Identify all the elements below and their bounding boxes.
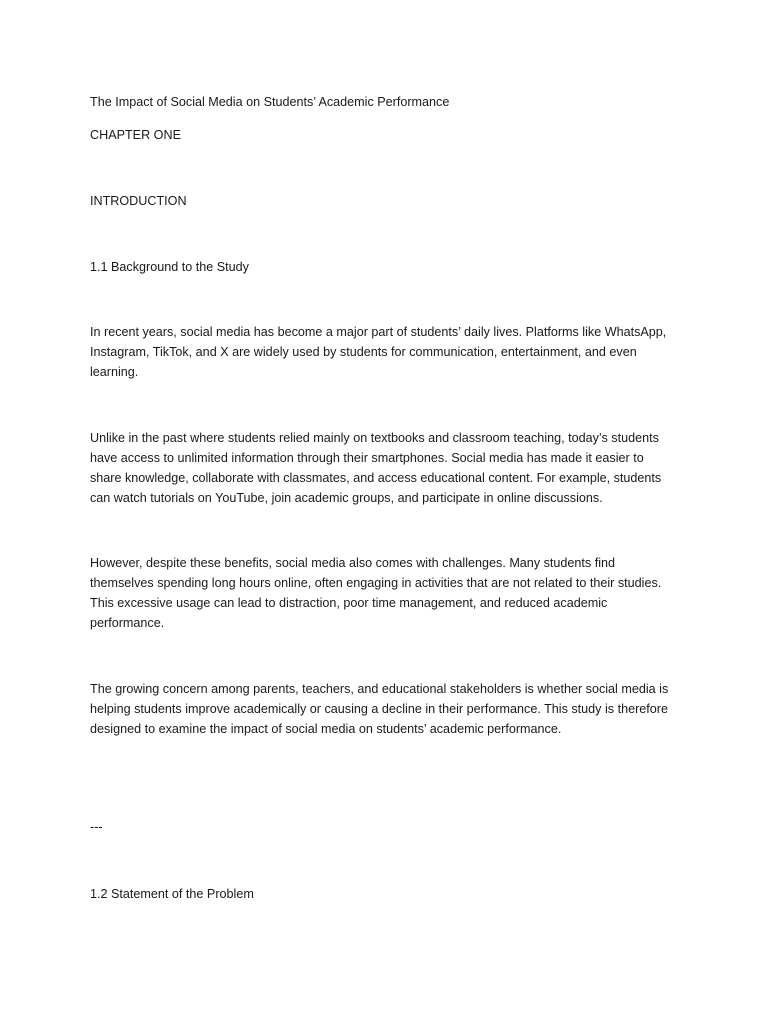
paragraph-line: In recent years, social media has become a major part of students’ daily lives. Platforms like WhatsApp, [90, 325, 667, 339]
subsection-heading-background: 1.1 Background to the Study [90, 260, 249, 274]
paragraph-line: learning. [90, 365, 139, 379]
paragraph-line: performance. [90, 616, 165, 630]
chapter-heading: CHAPTER ONE [90, 128, 181, 142]
paragraph-1 [90, 322, 690, 382]
paragraph-line: The growing concern among parents, teachers, and educational stakeholders is whether social media is [90, 682, 669, 696]
paragraph-line: This excessive usage can lead to distraction, poor time management, and reduced academic [90, 596, 608, 610]
subsection-heading-problem: 1.2 Statement of the Problem [90, 887, 254, 901]
paragraph-2 [90, 428, 690, 508]
paragraph-line: can watch tutorials on YouTube, join academic groups, and participate in online discussions. [90, 491, 603, 505]
paragraph-line: share knowledge, collaborate with classmates, and access educational content. For example, students [90, 471, 662, 485]
paragraph-line: have access to unlimited information through their smartphones. Social media has made it easier to [90, 451, 644, 465]
paragraph-line: Instagram, TikTok, and X are widely used by students for communication, entertainment, and even [90, 345, 637, 359]
paragraph-line: Unlike in the past where students relied mainly on textbooks and classroom teaching, today’s students [90, 431, 659, 445]
paragraph-3 [90, 553, 690, 633]
document-title: The Impact of Social Media on Students’ Academic Performance [90, 95, 450, 109]
paragraph-line: designed to examine the impact of social media on students’ academic performance. [90, 722, 562, 736]
section-heading: INTRODUCTION [90, 194, 187, 208]
section-separator: --- [90, 820, 103, 834]
paragraph-line: themselves spending long hours online, often engaging in activities that are not related to their studies. [90, 576, 662, 590]
paragraph-4 [90, 679, 690, 739]
paragraph-line: helping students improve academically or causing a decline in their performance. This study is therefore [90, 702, 668, 716]
paragraph-line: However, despite these benefits, social media also comes with challenges. Many students find [90, 556, 616, 570]
